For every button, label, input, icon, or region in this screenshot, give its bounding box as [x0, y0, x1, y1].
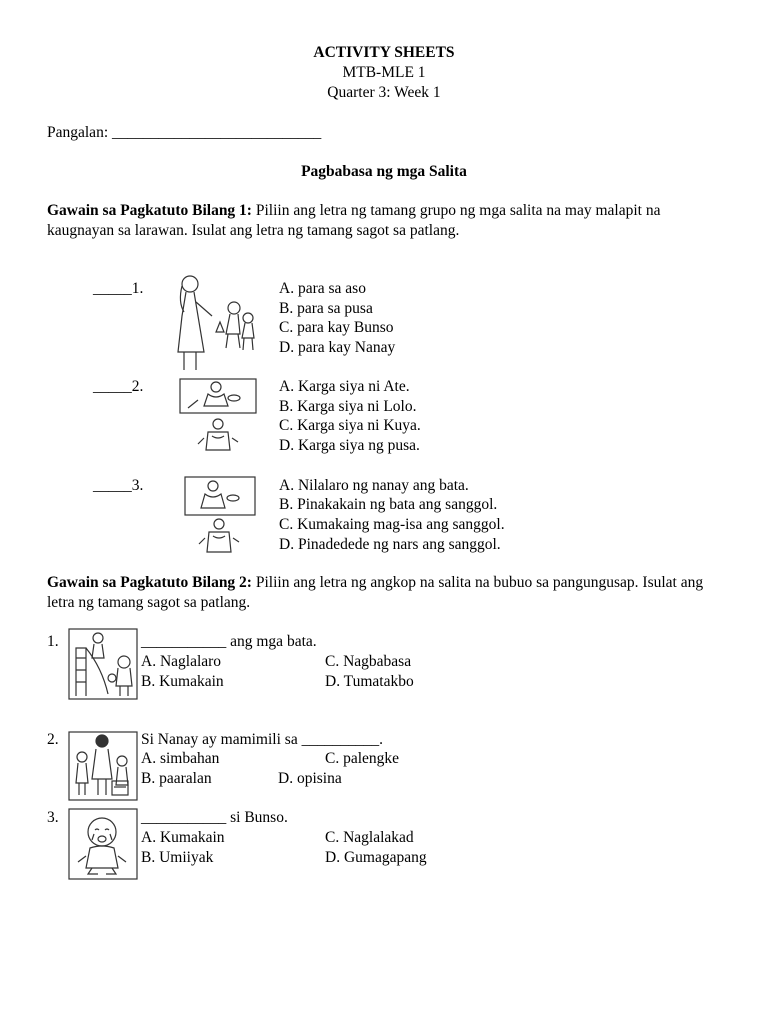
- activity1-item1-option-a: A. para sa aso: [279, 280, 366, 297]
- activity1-item1-option-d: D. para kay Nanay: [279, 339, 396, 356]
- activity2-item3-option-c: C. Naglalakad: [325, 829, 414, 846]
- activity1-item-number: _____2.: [93, 378, 144, 395]
- activity2-item1-option-b: B. Kumakain: [141, 673, 224, 690]
- activity1-heading: Gawain sa Pagkatuto Bilang 1:: [47, 202, 252, 219]
- activity2-item-number: 2.: [47, 731, 59, 748]
- activity2-item2-option-c: C. palengke: [325, 750, 400, 767]
- activity2-item2-option-d: D. opisina: [278, 770, 342, 787]
- activity1-item3-option-c: C. Kumakaing mag-isa ang sanggol.: [279, 516, 505, 533]
- activity2-item1-option-c: C. Nagbabasa: [325, 653, 412, 670]
- activity2-item3-sentence: ___________ si Bunso.: [141, 809, 288, 826]
- activity2-item2-sentence: Si Nanay ay mamimili sa __________.: [141, 731, 383, 748]
- activity1-instruction: [47, 201, 727, 241]
- activity2-instruction: [47, 573, 727, 613]
- activity2-item-number: 3.: [47, 809, 59, 826]
- activity2-heading: Gawain sa Pagkatuto Bilang 2:: [47, 574, 252, 591]
- sheet-title: ACTIVITY SHEETS: [313, 44, 455, 61]
- sheet-quarter: Quarter 3: Week 1: [327, 84, 441, 101]
- activity2-item3-option-d: D. Gumagapang: [325, 849, 427, 866]
- activity2-item-number: 1.: [47, 633, 59, 650]
- activity1-item2-option-b: B. Karga siya ni Lolo.: [279, 398, 417, 415]
- activity2-item2-option-b: B. paaralan: [141, 770, 212, 787]
- name-label: Pangalan:: [47, 124, 109, 141]
- baby-care-picture: [178, 378, 260, 458]
- activity2-item1-option-d: D. Tumatakbo: [325, 673, 414, 690]
- activity1-item3-option-b: B. Pinakakain ng bata ang sanggol.: [279, 496, 498, 513]
- activity2-item2-option-a: A. simbahan: [141, 750, 220, 767]
- activity1-item2-option-a: A. Karga siya ni Ate.: [279, 378, 410, 395]
- children-playing-picture: [68, 628, 138, 700]
- activity1-item-number: _____1.: [93, 280, 144, 297]
- activity2-item3-option-a: A. Kumakain: [141, 829, 225, 846]
- activity2-item1-sentence: ___________ ang mga bata.: [141, 633, 317, 650]
- family-shopping-picture: [68, 731, 138, 801]
- activity2-item3-option-b: B. Umiiyak: [141, 849, 214, 866]
- crying-baby-picture: [68, 808, 138, 880]
- activity1-item1-option-c: C. para kay Bunso: [279, 319, 394, 336]
- baby-feeding-picture: [183, 476, 261, 556]
- activity1-item3-option-a: A. Nilalaro ng nanay ang bata.: [279, 477, 469, 494]
- activity1-item3-option-d: D. Pinadedede ng nars ang sanggol.: [279, 536, 501, 553]
- sheet-subject: MTB-MLE 1: [342, 64, 426, 81]
- name-field: [47, 123, 321, 143]
- activity1-item-number: _____3.: [93, 477, 144, 494]
- activity2-item1-option-a: A. Naglalaro: [141, 653, 222, 670]
- section-title: Pagbabasa ng mga Salita: [301, 163, 467, 180]
- activity1-item1-option-b: B. para sa pusa: [279, 300, 373, 317]
- activity1-text: Piliin ang letra ng tamang grupo ng mga salita na may malapit na kaugnayan sa larawan. Isulat ang letra ng tamang sagot sa patlang.: [47, 202, 661, 239]
- mother-children-picture: [172, 272, 264, 372]
- activity1-item2-option-c: C. Karga siya ni Kuya.: [279, 417, 421, 434]
- activity2-text: Piliin ang letra ng angkop na salita na bubuo sa pangungusap. Isulat ang letra ng tamang sagot sa patlang.: [47, 574, 704, 611]
- activity1-item2-option-d: D. Karga siya ng pusa.: [279, 437, 420, 454]
- name-blank: ___________________________: [112, 124, 322, 141]
